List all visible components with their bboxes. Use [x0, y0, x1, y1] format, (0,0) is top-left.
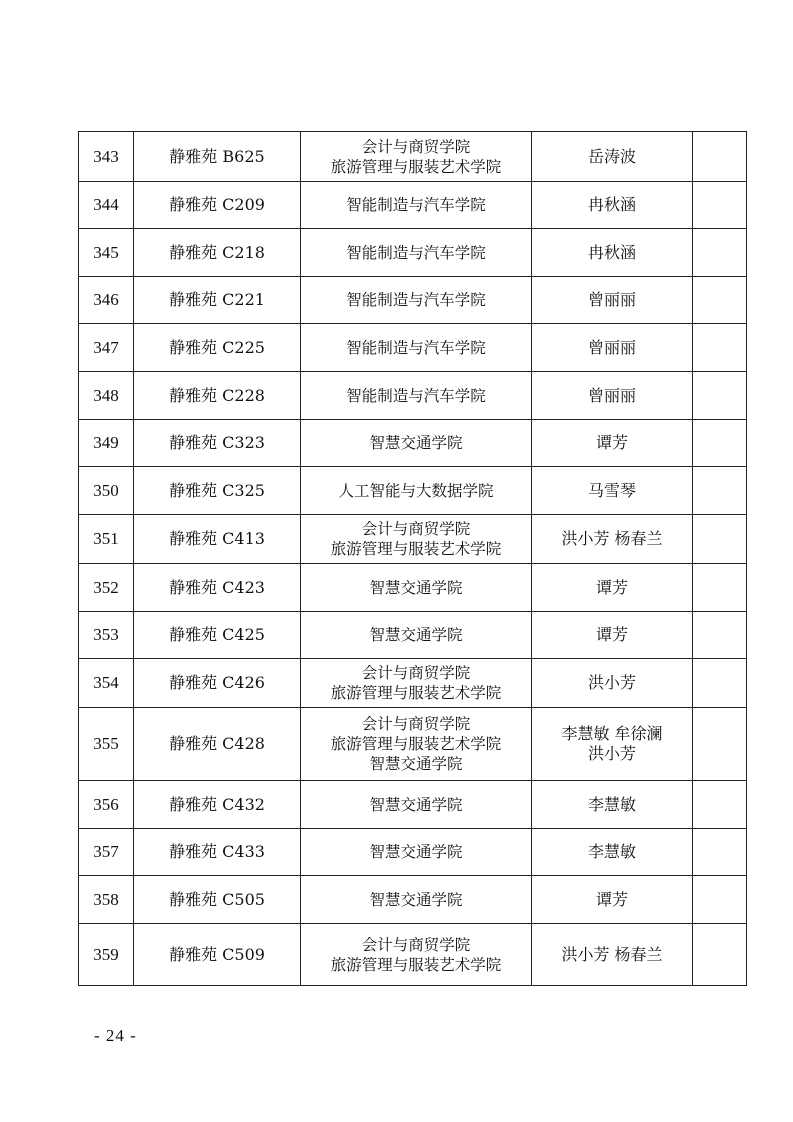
college-cell	[301, 420, 532, 467]
row-number-cell: 347	[79, 324, 134, 372]
college-cell-line: 旅游管理与服装艺术学院	[330, 157, 502, 176]
person-cell-line: 李慧敏 牟徐澜	[561, 724, 663, 743]
person-cell-line: 马雪琴	[587, 480, 636, 500]
room-cell: 静雅苑 C505	[134, 876, 301, 924]
college-cell-line: 旅游管理与服装艺术学院	[330, 735, 502, 753]
table-row	[79, 324, 747, 372]
note-cell	[693, 564, 747, 612]
person-cell-line: 洪小芳 杨春兰	[561, 944, 663, 964]
person-cell-line: 谭芳	[595, 625, 628, 644]
room-cell: 静雅苑 C413	[134, 515, 301, 564]
person-cell-line: 李慧敏	[587, 794, 636, 814]
person-cell	[532, 467, 693, 515]
row-number-cell: 344	[79, 182, 134, 229]
person-cell	[532, 829, 693, 876]
row-number-cell: 348	[79, 372, 134, 420]
table-row	[79, 829, 747, 876]
college-cell-line: 会计与商贸学院	[361, 935, 471, 954]
college-cell	[301, 515, 532, 564]
room-cell: 静雅苑 C426	[134, 659, 301, 708]
note-cell	[693, 324, 747, 372]
table-row	[79, 420, 747, 467]
table-row	[79, 229, 747, 277]
college-cell	[301, 876, 532, 924]
college-cell-line: 智慧交通学院	[369, 843, 463, 861]
room-cell: 静雅苑 C228	[134, 372, 301, 420]
college-cell-line: 智慧交通学院	[369, 890, 463, 909]
person-cell	[532, 229, 693, 277]
room-cell: 静雅苑 C425	[134, 612, 301, 659]
note-cell	[693, 372, 747, 420]
person-cell	[532, 515, 693, 564]
row-number-cell: 356	[79, 781, 134, 829]
row-number-cell: 351	[79, 515, 134, 564]
note-cell	[693, 132, 747, 182]
college-cell-line: 智慧交通学院	[369, 755, 463, 773]
row-number-cell: 358	[79, 876, 134, 924]
table-row	[79, 876, 747, 924]
college-cell	[301, 182, 532, 229]
person-cell-line: 李慧敏	[587, 842, 636, 861]
room-cell: 静雅苑 C218	[134, 229, 301, 277]
row-number-cell: 357	[79, 829, 134, 876]
college-cell	[301, 467, 532, 515]
note-cell	[693, 924, 747, 986]
college-cell	[301, 781, 532, 829]
college-cell-line: 智能制造与汽车学院	[346, 338, 486, 357]
college-cell-line: 智能制造与汽车学院	[346, 291, 486, 309]
college-cell-line: 会计与商贸学院	[361, 664, 471, 682]
table-row	[79, 708, 747, 781]
row-number-cell: 343	[79, 132, 134, 182]
note-cell	[693, 876, 747, 924]
person-cell-line: 洪小芳	[587, 673, 636, 692]
row-number-cell: 346	[79, 277, 134, 324]
college-cell-line: 智慧交通学院	[369, 795, 463, 814]
table-row	[79, 781, 747, 829]
table-row	[79, 659, 747, 708]
college-cell	[301, 924, 532, 986]
college-cell	[301, 324, 532, 372]
college-cell-line: 智能制造与汽车学院	[346, 243, 486, 262]
college-cell	[301, 708, 532, 781]
row-number-cell: 355	[79, 708, 134, 781]
person-cell	[532, 420, 693, 467]
room-cell: 静雅苑 C432	[134, 781, 301, 829]
row-number-cell: 353	[79, 612, 134, 659]
person-cell-line: 洪小芳 杨春兰	[561, 529, 663, 548]
table-row	[79, 277, 747, 324]
table-row	[79, 924, 747, 986]
person-cell-line: 曾丽丽	[587, 337, 636, 357]
college-cell-line: 旅游管理与服装艺术学院	[330, 684, 502, 702]
table-row	[79, 612, 747, 659]
room-cell: 静雅苑 C221	[134, 277, 301, 324]
college-cell-line: 智能制造与汽车学院	[346, 386, 486, 405]
note-cell	[693, 829, 747, 876]
person-cell	[532, 781, 693, 829]
table-row	[79, 372, 747, 420]
college-cell-line: 人工智能与大数据学院	[338, 481, 494, 500]
room-cell: 静雅苑 C325	[134, 467, 301, 515]
college-cell-line: 旅游管理与服装艺术学院	[330, 955, 502, 974]
room-cell: 静雅苑 C423	[134, 564, 301, 612]
college-cell-line: 会计与商贸学院	[361, 520, 471, 538]
person-cell-line: 洪小芳	[587, 744, 636, 763]
room-cell: 静雅苑 C428	[134, 708, 301, 781]
note-cell	[693, 708, 747, 781]
college-cell	[301, 612, 532, 659]
row-number-cell: 345	[79, 229, 134, 277]
note-cell	[693, 515, 747, 564]
person-cell-line: 曾丽丽	[587, 385, 636, 405]
person-cell-line: 曾丽丽	[587, 290, 636, 309]
person-cell	[532, 182, 693, 229]
person-cell	[532, 876, 693, 924]
row-number-cell: 349	[79, 420, 134, 467]
note-cell	[693, 659, 747, 708]
person-cell-line: 谭芳	[595, 433, 628, 452]
college-cell-line: 智慧交通学院	[369, 434, 463, 452]
person-cell	[532, 132, 693, 182]
person-cell	[532, 564, 693, 612]
college-cell-line: 会计与商贸学院	[361, 137, 471, 156]
room-cell: 静雅苑 C433	[134, 829, 301, 876]
table-row	[79, 467, 747, 515]
room-cell: 静雅苑 B625	[134, 132, 301, 182]
page-number: - 24 -	[94, 1026, 137, 1045]
college-cell	[301, 229, 532, 277]
person-cell	[532, 659, 693, 708]
table-row	[79, 515, 747, 564]
person-cell	[532, 924, 693, 986]
table-row	[79, 132, 747, 182]
person-cell-line: 冉秋涵	[587, 195, 636, 214]
college-cell	[301, 659, 532, 708]
college-cell-line: 智慧交通学院	[369, 578, 463, 597]
table-body	[79, 132, 747, 986]
college-cell-line: 旅游管理与服装艺术学院	[330, 540, 502, 558]
college-cell-line: 智能制造与汽车学院	[346, 196, 486, 214]
person-cell	[532, 708, 693, 781]
person-cell	[532, 612, 693, 659]
college-cell	[301, 564, 532, 612]
dormitory-table	[78, 131, 747, 986]
note-cell	[693, 229, 747, 277]
note-cell	[693, 781, 747, 829]
note-cell	[693, 277, 747, 324]
row-number-cell: 350	[79, 467, 134, 515]
college-cell-line: 智慧交通学院	[369, 626, 463, 644]
person-cell-line: 谭芳	[595, 889, 628, 909]
room-cell: 静雅苑 C509	[134, 924, 301, 986]
row-number-cell: 352	[79, 564, 134, 612]
room-cell: 静雅苑 C323	[134, 420, 301, 467]
person-cell-line: 冉秋涵	[587, 242, 636, 262]
row-number-cell: 354	[79, 659, 134, 708]
college-cell	[301, 132, 532, 182]
table-row	[79, 564, 747, 612]
person-cell	[532, 324, 693, 372]
note-cell	[693, 612, 747, 659]
college-cell	[301, 277, 532, 324]
table-row	[79, 182, 747, 229]
row-number-cell: 359	[79, 924, 134, 986]
person-cell	[532, 277, 693, 324]
college-cell	[301, 829, 532, 876]
college-cell	[301, 372, 532, 420]
note-cell	[693, 182, 747, 229]
person-cell-line: 谭芳	[595, 577, 628, 597]
person-cell-line: 岳涛波	[587, 146, 636, 166]
note-cell	[693, 467, 747, 515]
room-cell: 静雅苑 C225	[134, 324, 301, 372]
room-cell: 静雅苑 C209	[134, 182, 301, 229]
person-cell	[532, 372, 693, 420]
note-cell	[693, 420, 747, 467]
college-cell-line: 会计与商贸学院	[361, 715, 471, 733]
